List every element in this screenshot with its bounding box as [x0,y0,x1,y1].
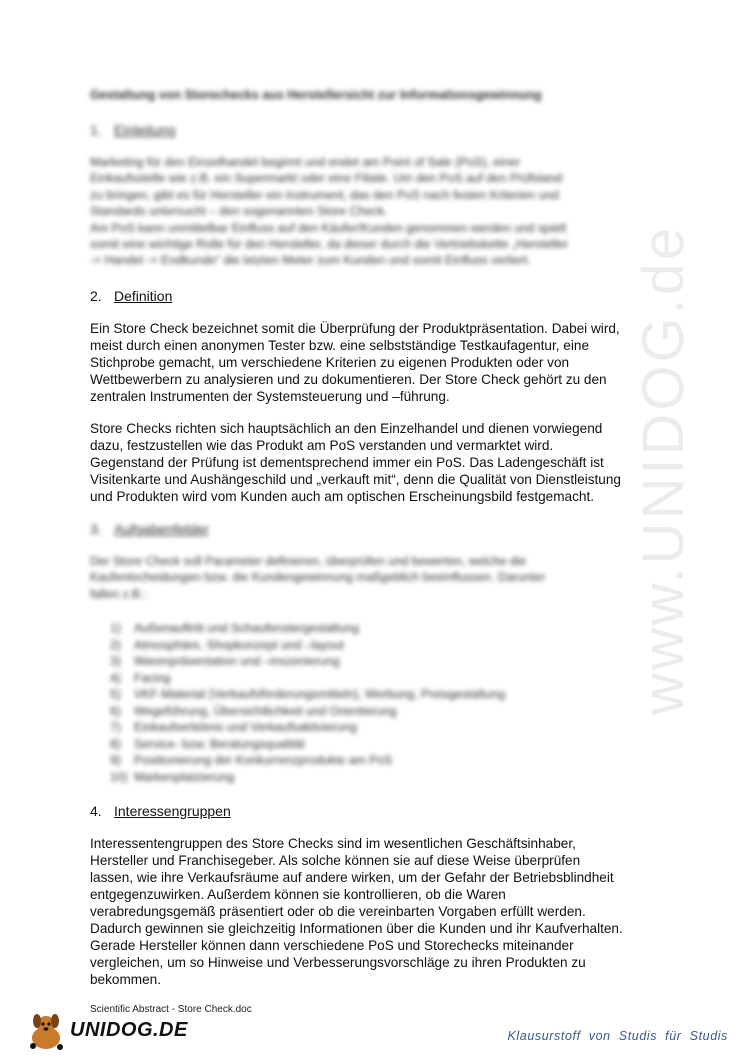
paragraph-aufgabenfelder [90,553,630,602]
list-item: 4) Facing [110,670,171,685]
section-heading-einleitung [90,122,176,138]
text-line: Gegenstand der Prüfung ist dementsprechend immer ein PoS. Das Ladengeschäft ist [90,455,604,470]
text-line: lassen, wie ihre Verkaufsräume auf andere wirken, um der Gefahr der Betriebsblindheit [90,870,614,885]
text-line: Store Checks richten sich hauptsächlich an den Einzelhandel und dienen vorwiegend [90,421,603,436]
section-heading-interessengruppen [90,803,231,819]
list-item: 9) Positionierung der Konkurrenzprodukte am PoS [110,753,393,767]
text-line: somit eine wichtige Rolle für den Hersteller, da dieser durch die Vertriebskette „Hersteller [90,237,569,252]
paragraph-einleitung [90,154,630,269]
text-line: zu bringen, gibt es für Hersteller ein Instrument, das den PoS nach festen Kriterien und [90,187,559,202]
list-item: 2) Atmosphäre, Shopkonzept und –layout [110,637,345,652]
text-line: Der Store Check soll Parameter definieren, überprüfen und bewerten, welche die [90,554,527,568]
text-line: entgegenzuwirken. Außerdem können sie kontrollieren, ob die Waren [90,887,506,902]
section-number: 3. [90,521,102,537]
list-item: 7) Einkaufserlebnis und Verkaufsaktivierung [110,720,357,734]
section-heading-definition [90,288,172,304]
list-item: 5) VKF-Material (Verkaufsförderungsmitteln), Werbung, Preisgestaltung [110,687,505,701]
document-title: Gestaltung von Storechecks aus Herstellersicht zur Informationsgewinnung [90,88,542,102]
list-item: 6) Wegeführung, Übersichtlichkeit und Orientierung [110,703,397,718]
text-line: meist durch einen anonymen Tester bzw. eine selbstständige Testkaufagentur, eine [90,338,590,353]
text-line: Ein Store Check bezeichnet somit die Überprüfung der Produktpräsentation. Dabei wird, [90,321,620,336]
text-line: Marketing für den Einzelhandel beginnt und endet am Point of Sale (PoS), einer [90,155,521,169]
section-heading-aufgabenfelder [90,521,209,537]
paragraph-interessengruppen [90,835,635,988]
dog-icon [24,1012,70,1057]
list-item: 8) Service- bzw. Beratungsqualität [110,736,305,751]
section-number: 1. [90,122,102,138]
section-title: Interessengruppen [114,803,231,819]
text-line: Einkaufsstelle wie z.B. ein Supermarkt oder eine Filiale. Um den PoS auf den Prüfstand [90,171,563,186]
text-line: vergleichen, um so Hinweise und Verbesserungsvorschläge zu ihren Produkten zu [90,955,586,970]
text-line: Interessentengruppen des Store Checks sind im wesentlichen Geschäftsinhaber, [90,836,576,851]
text-line: fallen z.B.: [90,586,147,601]
text-line: Dadurch gewinnen sie gleichzeitig Informationen über die Kunden und ihr Kaufverhalten. [90,921,623,936]
text-line: bekommen. [90,972,162,987]
logo-text: UNIDOG.DE [70,1019,188,1041]
section-number: 4. [90,803,102,819]
paragraph-definition-1 [90,320,635,405]
text-line: verabredungsgemäß präsentiert oder ob die vereinbarten Vorgaben erfüllt werden. [90,904,586,919]
footer-filename: Scientific Abstract - Store Check.doc [90,1004,252,1015]
section-number: 2. [90,288,102,304]
aufgabenfelder-list [110,620,505,785]
list-item: 10) Markenplatzierung [110,769,235,784]
text-line: Gerade Hersteller können dann verschiedene PoS und Storechecks miteinander [90,938,574,953]
list-item: 3) Warenpräsentation und –inszenierung [110,654,340,668]
text-line: Kaufentscheidungen bzw. die Kundengewinnung maßgeblich beeinflussen. Darunter [90,570,546,585]
text-line: -> Handel -> Endkunde“ die letzten Meter zum Kunden und somit Einfluss verliert. [90,253,532,268]
section-title: Einleitung [114,122,176,138]
section-title: Aufgabenfelder [114,521,209,537]
section-title: Definition [114,288,173,304]
text-line: Stichprobe gemacht, um verschiedene Kriterien zu eigenen Produkten oder von [90,355,570,370]
tagline: Klausurstoff von Studis für Studis [507,1029,728,1043]
watermark: www.UNIDOG.de [631,224,696,715]
text-line: dazu, festzustellen wie das Produkt am PoS verstanden und vermarktet wird. [90,438,554,453]
text-line: Hersteller und Franchisegeber. Als solche können sie auf diese Weise überprüfen [90,853,581,868]
text-line: Wettbewerbern zu analysieren und zu dokumentieren. Der Store Check gehört zu den [90,372,607,387]
text-line: Am PoS kann unmittelbar Einfluss auf den Käufer/Kunden genommen werden und spielt [90,220,567,235]
unidog-logo[interactable] [14,1010,194,1054]
text-line: zentralen Instrumenten der Systemsteuerung und –führung. [90,389,450,404]
text-line: Visitenkarte und Aushängeschild und „verkauft mit“, denn die Qualität von Dienstleistung [90,472,621,487]
text-line: und Produkten wird vom Kunden auch am optischen Erscheinungsbild festgemacht. [90,489,595,504]
list-item: 1) Außenauftritt und Schaufenstergestaltung [110,621,359,635]
paragraph-definition-2 [90,420,635,505]
text-line: Standards untersucht – den sogenannten Store Check. [90,204,388,219]
